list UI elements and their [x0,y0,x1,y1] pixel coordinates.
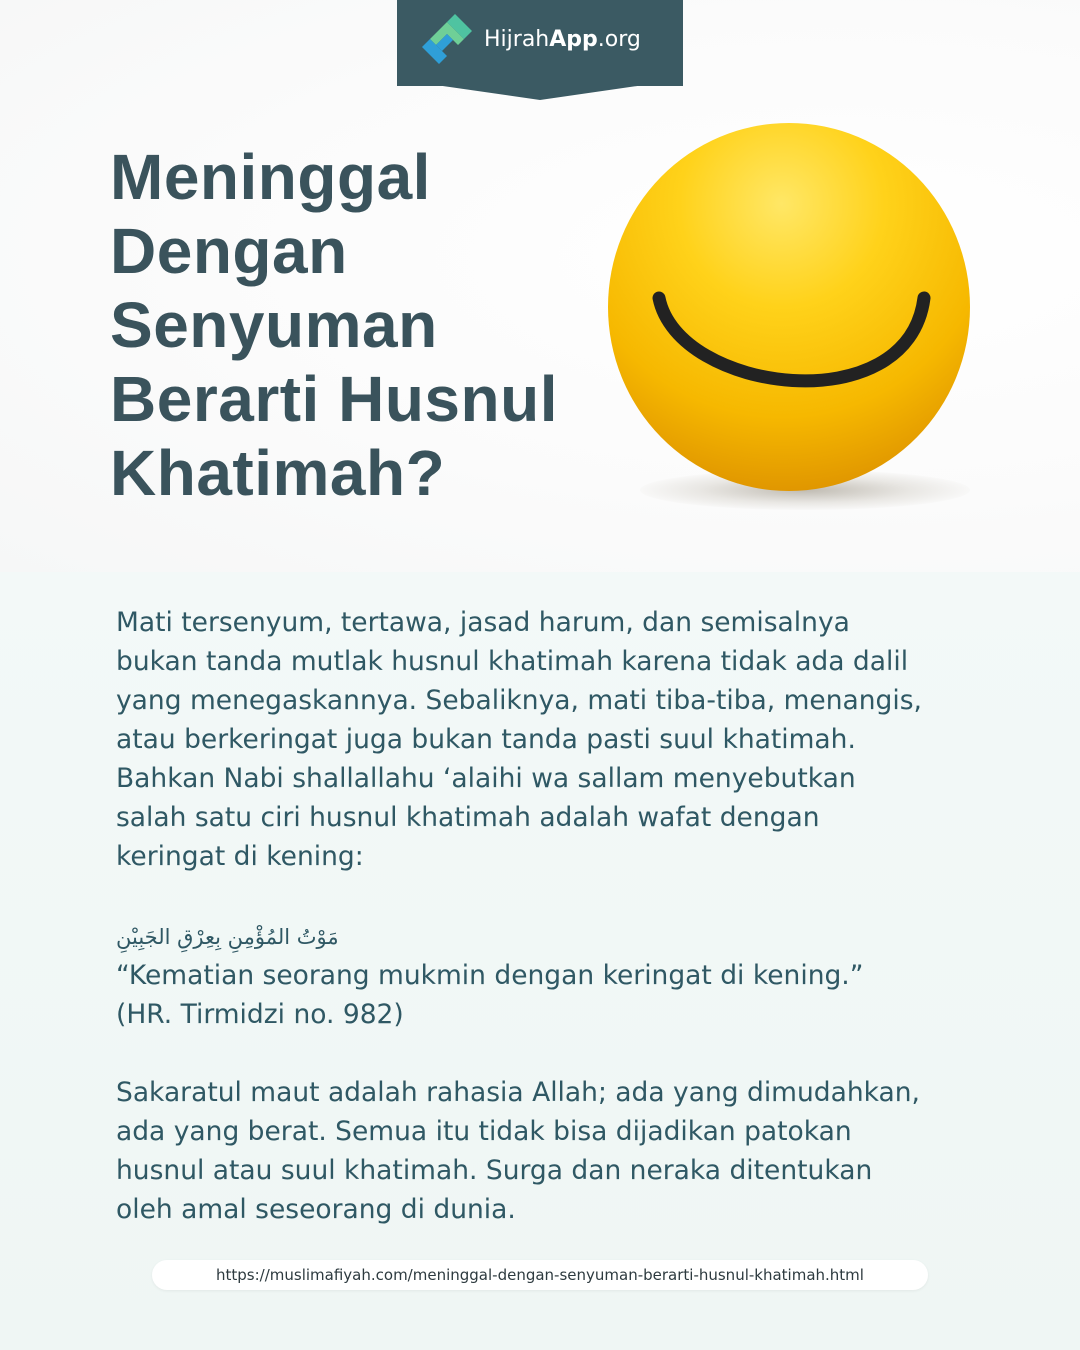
brand-name-bold: App [549,27,598,52]
smile-mouth-icon [608,123,970,491]
hadith-translation: “Kematian seorang mukmin dengan keringat di kening.” (HR. Tirmidzi no. 982) [116,960,864,1030]
hadith-arabic: مَوْتُ المُؤْمِنِ بِعِرْقِ الجَبِيْنِ [116,925,339,949]
page-title: Meninggal Dengan Senyuman Berarti Husnul Khatimah? [110,141,558,509]
brand-name-suffix: .org [597,27,641,52]
paragraph-1: Mati tersenyum, tertawa, jasad harum, dan semisalnya bukan tanda mutlak husnul khatimah karena tidak ada dalil yang menegaskannya. Sebaliknya, mati tiba-tiba, menangis, atau berkeringat juga bukan tanda pasti suul khatimah. Bahkan Nabi shallallahu ‘alaihi wa sallam menyebutkan salah satu ciri husnul khatimah adalah wafat dengan keringat di kening: [116,607,922,872]
brand-name-regular: Hijrah [484,27,550,52]
brand-name[interactable] [484,24,641,56]
paragraph-2: Sakaratul maut adalah rahasia Allah; ada yang dimudahkan, ada yang berat. Semua itu tidak bisa dijadikan patokan husnul atau suul khatimah. Surga dan neraka ditentukan oleh amal seseorang di dunia. [116,1077,920,1225]
hijrahapp-logo-icon [418,10,476,68]
source-url-link[interactable]: https://muslimafiyah.com/meninggal-dengan-senyuman-berarti-husnul-khatimah.html [216,1266,864,1284]
